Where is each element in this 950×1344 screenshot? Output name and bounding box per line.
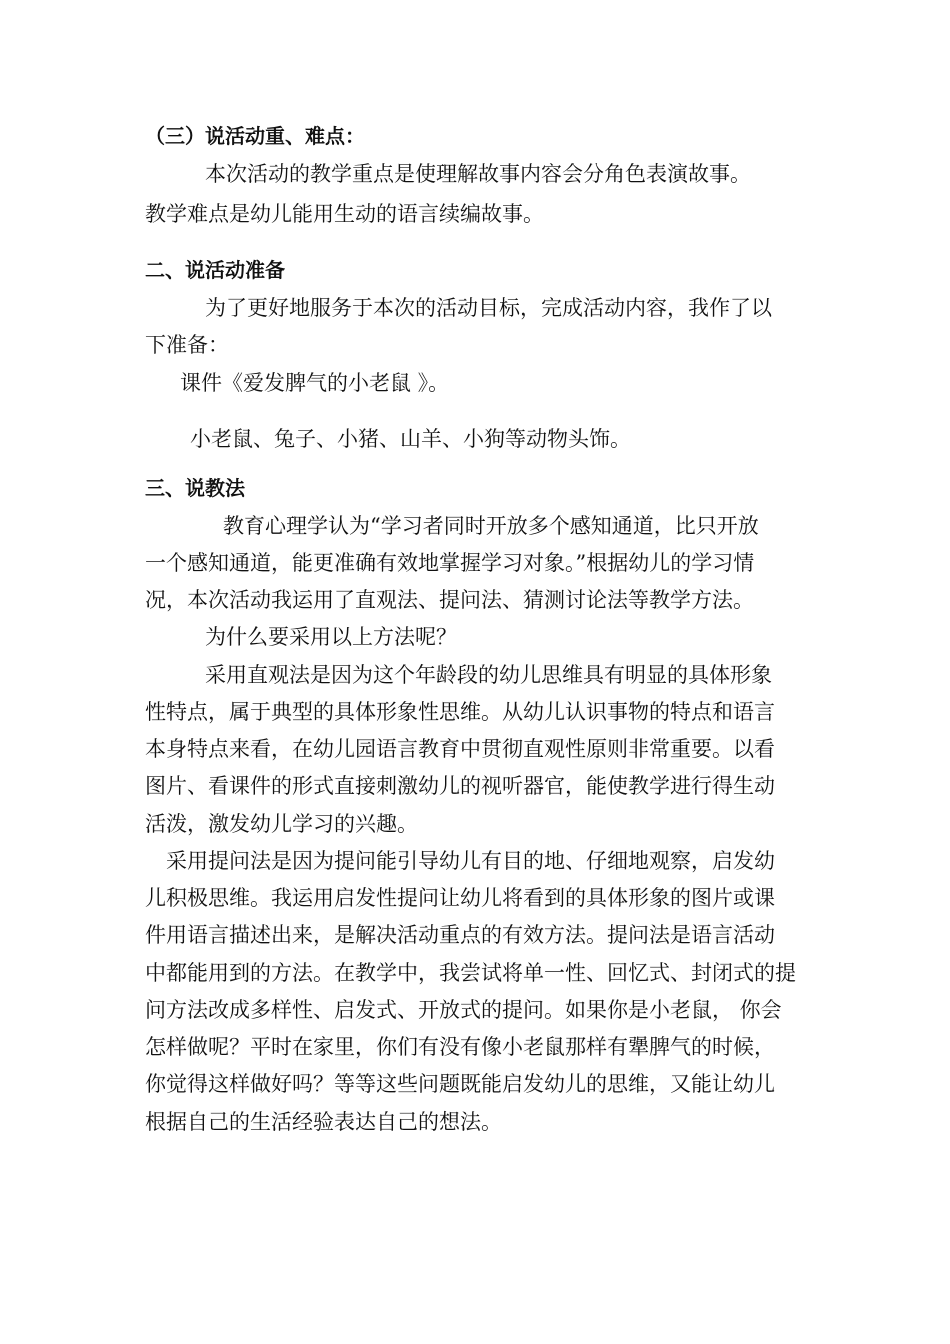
paragraph-line: 儿积极思维。我运用启发性提问让幼儿将看到的具体形象的图片或课 — [145, 886, 775, 910]
paragraph-line: 根据自己的生活经验表达自己的想法。 — [145, 1110, 502, 1134]
paragraph-line: 小老鼠、兔子、小猪、山羊、小狗等动物头饰。 — [190, 427, 631, 451]
paragraph-line: 问方法改成多样性、启发式、开放式的提问。如果你是小老鼠， 你会 — [145, 998, 782, 1022]
paragraph-line: 采用直观法是因为这个年龄段的幼儿思维具有明显的具体形象 — [205, 663, 772, 687]
paragraph-line: 教育心理学认为“学习者同时开放多个感知通道，比只开放 — [223, 514, 759, 538]
paragraph-line: 本身特点来看，在幼儿园语言教育中贯彻直观性原则非常重要。以看 — [145, 737, 775, 761]
paragraph-line: 况，本次活动我运用了直观法、提问法、猜测讨论法等教学方法。 — [145, 588, 754, 612]
paragraph-line: 本次活动的教学重点是使理解故事内容会分角色表演故事。 — [205, 162, 751, 186]
paragraph-line: 下准备： — [145, 333, 229, 357]
paragraph-line: 活泼，激发幼儿学习的兴趣。 — [145, 812, 418, 836]
paragraph-line: 你觉得这样做好吗？等等这些问题既能启发幼儿的思维，又能让幼儿 — [145, 1072, 775, 1096]
section-heading-preparation: 二、说活动准备 — [145, 258, 285, 282]
paragraph-line: 性特点，属于典型的具体形象性思维。从幼儿认识事物的特点和语言 — [145, 700, 775, 724]
paragraph-line: 一个感知通道，能更准确有效地掌握学习对象。”根据幼儿的学习情 — [145, 551, 755, 575]
section-heading-teaching-methods: 三、说教法 — [145, 476, 245, 500]
section-heading-key-points: （三）说活动重、难点： — [145, 124, 365, 148]
paragraph-line: 图片、看课件的形式直接刺激幼儿的视听器官，能使教学进行得生动 — [145, 774, 775, 798]
paragraph-line: 采用提问法是因为提问能引导幼儿有目的地、仔细地观察，启发幼 — [166, 849, 775, 873]
paragraph-line: 中都能用到的方法。在教学中，我尝试将单一性、回忆式、封闭式的提 — [145, 961, 796, 985]
paragraph-line: 怎样做呢？平时在家里，你们有没有像小老鼠那样有犟脾气的时候， — [145, 1035, 775, 1059]
paragraph-line: 为了更好地服务于本次的活动目标，完成活动内容，我作了以 — [205, 296, 772, 320]
paragraph-line: 为什么要采用以上方法呢？ — [205, 625, 457, 649]
paragraph-line: 课件《爱发脾气的小老鼠 》。 — [180, 371, 450, 395]
paragraph-line: 教学难点是幼儿能用生动的语言续编故事。 — [145, 202, 544, 226]
paragraph-line: 件用语言描述出来，是解决活动重点的有效方法。提问法是语言活动 — [145, 923, 775, 947]
